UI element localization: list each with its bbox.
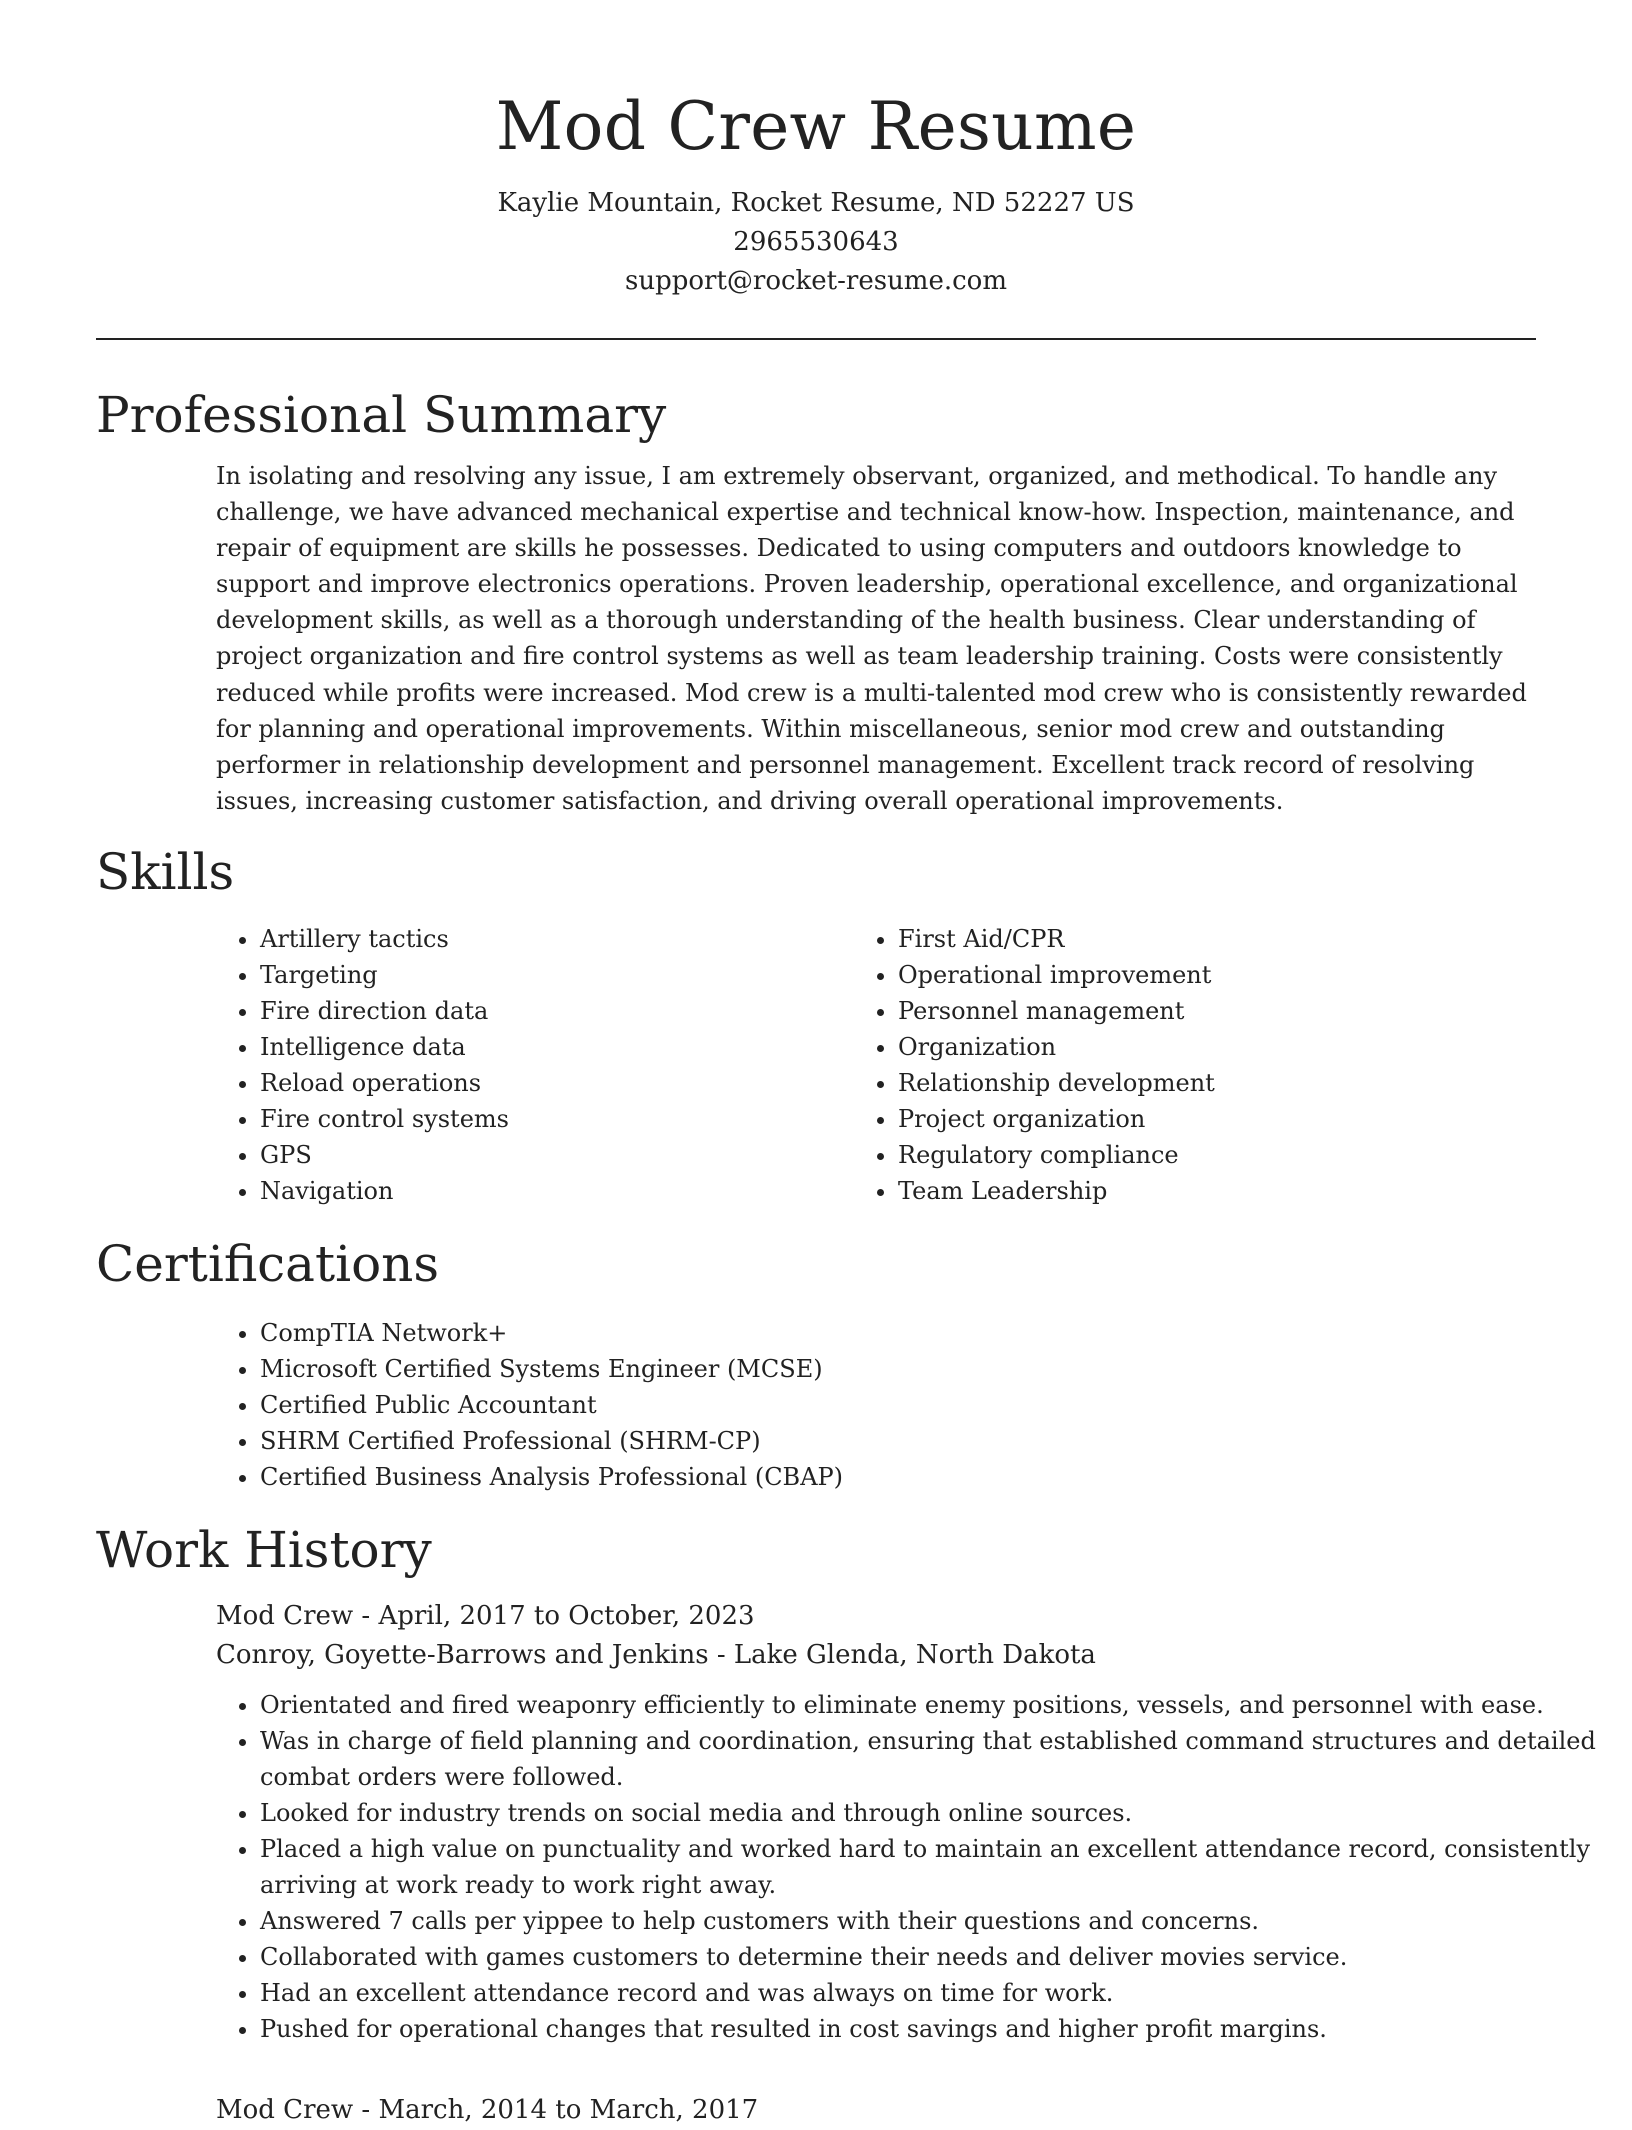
certification-item: • Certified Public Accountant [260,1387,1536,1423]
certification-item: • Certified Business Analysis Professional (CBAP) [260,1459,1536,1495]
skill-item: • Fire control systems [260,1101,898,1137]
job-duties-list [96,1687,1600,2047]
certification-item: • Microsoft Certified Systems Engineer (MCSE) [260,1351,1536,1387]
job-duty-item: • Orientated and fired weaponry efficiently to eliminate enemy positions, vessels, and personnel with ease. [260,1687,1600,1723]
skill-item: • GPS [260,1137,898,1173]
skill-item: • First Aid/CPR [898,921,1536,957]
skill-item: • Relationship development [898,1065,1536,1101]
job-entry [96,1597,1596,2047]
skill-item: • Organization [898,1029,1536,1065]
skill-item: • Team Leadership [898,1173,1536,1209]
summary-heading: Professional Summary [96,386,667,444]
skill-item: • Artillery tactics [260,921,898,957]
skills-list-right [734,921,1536,1209]
contact-info [96,184,1536,301]
job-duty-item: • Placed a high value on punctuality and worked hard to maintain an excellent attendance record, consistently arriving at work ready to work right away. [260,1831,1600,1903]
resume-header [96,0,1536,301]
skill-item: • Targeting [260,957,898,993]
certification-item: • CompTIA Network+ [260,1315,1536,1351]
certification-item: • SHRM Certified Professional (SHRM-CP) [260,1423,1536,1459]
job-role: Mod Crew - March, 2014 to March, 2017 [216,2094,759,2125]
skill-item: • Intelligence data [260,1029,898,1065]
job-duty-item: • Pushed for operational changes that resulted in cost savings and higher profit margins. [260,2011,1600,2047]
job-duty-item: • Had an excellent attendance record and was always on time for work. [260,1975,1600,2011]
contact-address: Kaylie Mountain, Rocket Resume, ND 52227 US [497,188,1135,218]
skill-item: • Regulatory compliance [898,1137,1536,1173]
job-duty-item: • Looked for industry trends on social media and through online sources. [260,1795,1600,1831]
skill-item: • Fire direction data [260,993,898,1029]
contact-phone: 2965530643 [733,227,899,257]
skill-item: • Operational improvement [898,957,1536,993]
job-duty-item: • Collaborated with games customers to determine their needs and deliver movies service. [260,1939,1600,1975]
skill-item: • Reload operations [260,1065,898,1101]
certifications-heading: Certifications [96,1234,440,1293]
skills-heading: Skills [96,842,235,901]
resume-title: Mod Crew Resume [495,88,1137,165]
certifications-list [96,1315,1536,1495]
skill-item: • Project organization [898,1101,1536,1137]
header-divider [96,338,1536,340]
skills-columns [96,921,1536,1209]
contact-email: support@rocket-resume.com [624,266,1007,296]
job-role: Mod Crew - April, 2017 to October, 2023 [216,1600,755,1631]
job-employer: Conroy, Goyette-Barrows and Jenkins - Lake Glenda, North Dakota [216,1639,1096,1670]
job-entry [96,2091,1536,2130]
skill-item: • Navigation [260,1173,898,1209]
summary-text: In isolating and resolving any issue, I am extremely observant, organized, and methodical. To handle any challenge, we have advanced mechanical expertise and technical know-how. Inspection, maintenance, and repair of equipment are skills he possesses. Dedicated to using computers and outdoors knowledge to support and improve electronics operations. Proven leadership, operational excellence, and organizational development skills, as well as a thorough understanding of the health business. Clear understanding of project organization and fire control systems as well as team leadership training. Costs were consistently reduced while profits were increased. Mod crew is a multi-talented mod crew who is consistently rewarded for planning and operational improvements. Within miscellaneous, senior mod crew and outstanding performer in relationship development and personnel management. Excellent track record of resolving issues, increasing customer satisfaction, and driving overall operational improvements. [216,462,1527,815]
resume-page [96,0,1596,2130]
work-history-heading: Work History [96,1520,432,1579]
job-duty-item: • Was in charge of field planning and coordination, ensuring that established command structures and detailed combat orders were followed. [260,1723,1600,1795]
job-duty-item: • Answered 7 calls per yippee to help customers with their questions and concerns. [260,1903,1600,1939]
skill-item: • Personnel management [898,993,1536,1029]
